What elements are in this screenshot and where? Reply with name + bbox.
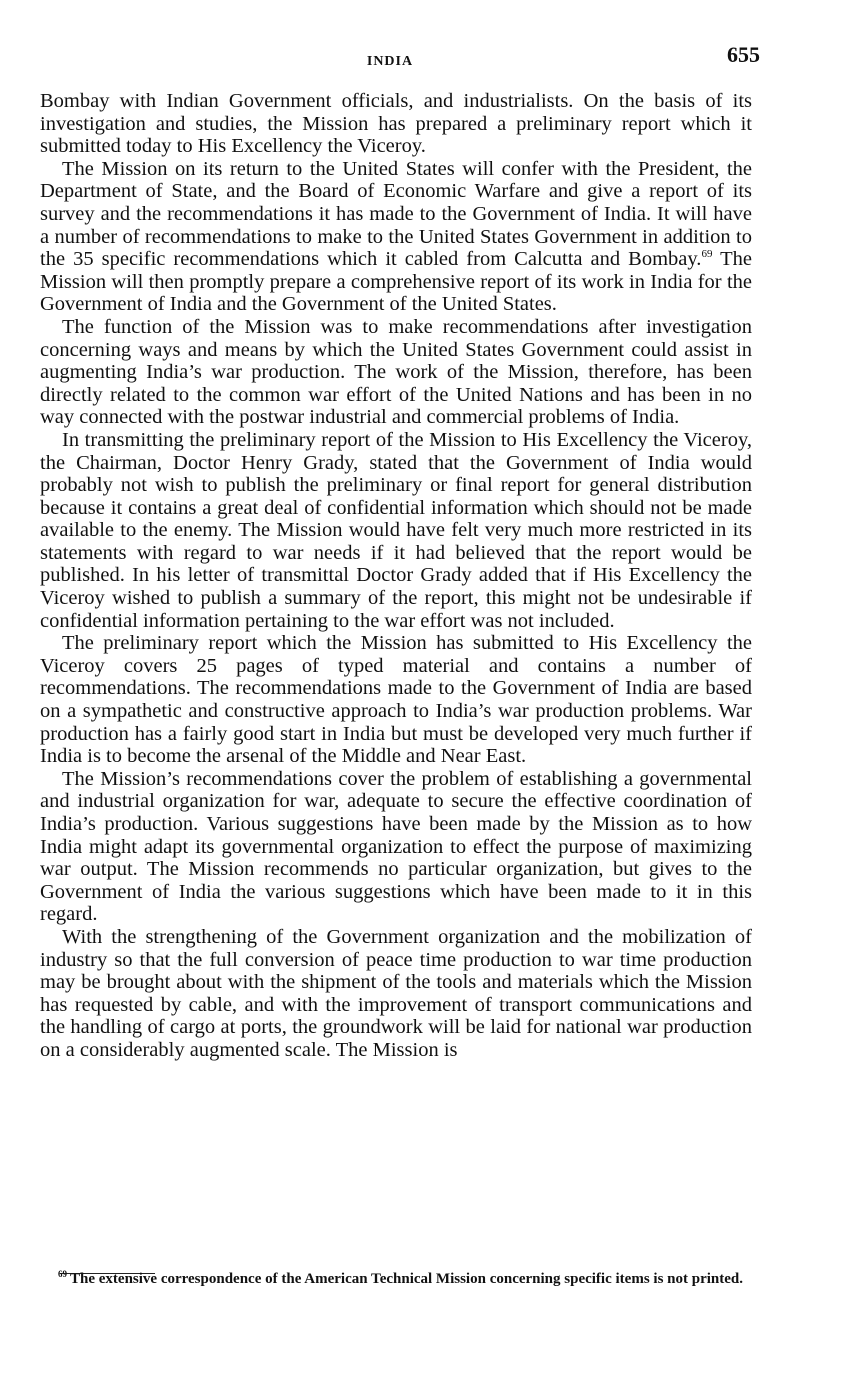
footnote-69 <box>58 1270 768 1289</box>
page-number: 655 <box>727 42 760 67</box>
paragraph-2-text-b: The Mission will then promptly prepare a comprehensive report of its work in India for the Government of India and the Government of the United States. <box>40 248 752 316</box>
paragraph-3: The function of the Mission was to make recommendations after investigation concerning ways and means by which the United States Government could assist in augmenting India’s war production. The work of the Mission, therefore, has been directly related to the common war effort of the United Nations and has been in no way connected with the postwar industrial and commercial problems of India. <box>40 315 752 429</box>
footnote-reference-69[interactable]: 69 <box>701 248 713 261</box>
paragraph-4: In transmitting the preliminary report of the Mission to His Excellency the Viceroy, the Chairman, Doctor Henry Grady, stated that the Government of India would probably not wish to publish the preliminary or final report for general distribution because it contains a great deal of confidential information which should not be made available to the enemy. The Mission would have felt very much more restricted in its statements with regard to war needs if it had believed that the report would be published. In his letter of transmittal Doctor Grady added that if His Excellency the Viceroy wished to publish a summary of the report, this might not be undesirable if confidential information pertaining to the war effort was not included. <box>40 428 752 632</box>
footnote-marker: 69 <box>58 1269 67 1279</box>
paragraph-5: The preliminary report which the Mission has submitted to His Excellency the Viceroy covers 25 pages of typed material and contains a number of recommendations. The recommendations made to the Government of India are based on a sympathetic and constructive approach to India’s war production problems. War production has a fairly good start in India but must be developed very much further if India is to become the arsenal of the Middle and Near East. <box>40 632 752 768</box>
running-header-title: INDIA <box>366 54 414 69</box>
paragraph-6: The Mission’s recommendations cover the problem of establishing a governmental and industrial organization for war, adequate to secure the effective coordination of India’s production. Various suggestions have been made by the Mission as to how India might adapt its governmental organization to effect the purpose of maximizing war output. The Mission recommends no particular organization, but gives to the Government of India the various suggestions which have been made to it in this regard. <box>40 767 752 926</box>
paragraph-1: Bombay with Indian Government officials, and industrialists. On the basis of its investigation and studies, the Mission has prepared a preliminary report which it submitted today to His Excellency the Viceroy. <box>40 90 752 158</box>
paragraph-7: With the strengthening of the Government organization and the mobilization of industry so that the full conversion of peace time production to war time production may be brought about with the shipment of the tools and materials which the Mission has requested by cable, and with the improvement of transport communications and the handling of cargo at ports, the groundwork will be laid for national war production on a considerably augmented scale. The Mission is <box>40 925 752 1061</box>
paragraph-2 <box>40 158 752 316</box>
paragraph-2-text-a: The Mission on its return to the United States will confer with the President, the Department of State, and the Board of Economic Warfare and give a report of its survey and the recommendations it has made to the Government of India. It will have a number of recommendations to make to the United States Government in addition to the 35 specific recommendations which it cabled from Calcutta and Bombay. <box>40 157 752 271</box>
footnote-text: The extensive correspondence of the American Technical Mission concerning specific items is not printed. <box>70 1271 744 1287</box>
body-text <box>40 90 752 1062</box>
